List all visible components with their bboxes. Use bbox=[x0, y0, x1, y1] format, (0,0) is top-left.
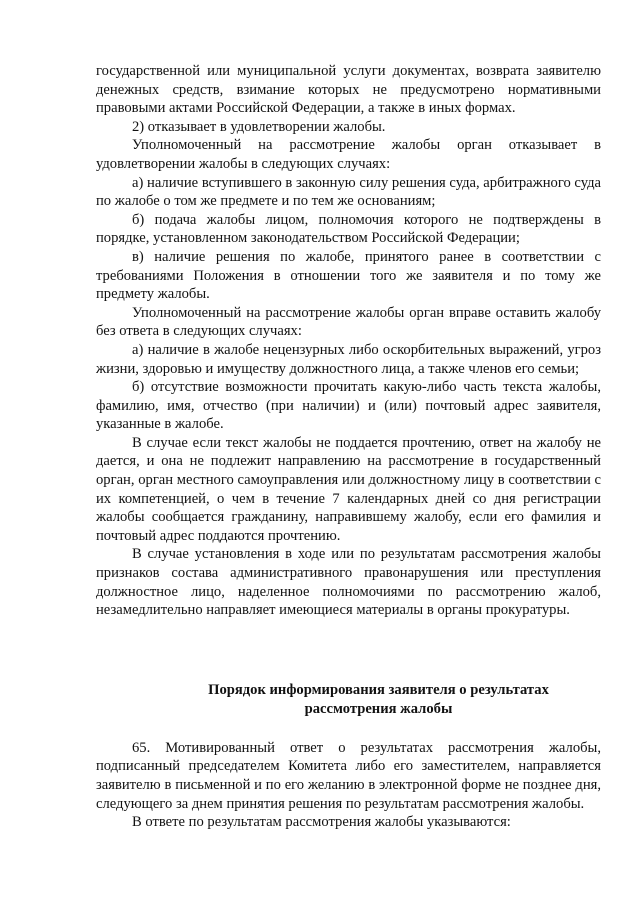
section-heading-line-1: Порядок информирования заявителя о результатах bbox=[208, 681, 549, 698]
paragraph-answer-contents: В ответе по результатам рассмотрения жалобы указываются: bbox=[132, 814, 511, 831]
document-page bbox=[96, 62, 601, 832]
section-heading-line-2: рассмотрения жалобы bbox=[304, 700, 453, 717]
heading-spacer bbox=[96, 719, 601, 739]
paragraph-item-v: в) наличие решения по жалобе, принятого ранее в соответствии с требованиями Положения в отношении того же заявителя и по тому же предмету жалобы. bbox=[96, 248, 601, 303]
paragraph-65: 65. Мотивированный ответ о результатах рассмотрения жалобы, подписанный председателем Комитета либо его заместителем, направляется заявителю в письменной и по его желанию в электронной форме не позднее дня, следующего за днем принятия решения по результатам рассмотрения жалобы. bbox=[96, 739, 601, 812]
paragraph-item-b: б) подача жалобы лицом, полномочия которого не подтверждены в порядке, установленном законодательством Российской Федерации; bbox=[96, 211, 601, 247]
paragraph-item-a: а) наличие вступившего в законную силу решения суда, арбитражного суда по жалобе о том же предмете и по тем же основаниям; bbox=[96, 174, 601, 210]
paragraph-item-a-obscene: а) наличие в жалобе нецензурных либо оскорбительных выражений, угроз жизни, здоровью и имуществу должностного лица, а также членов его семьи; bbox=[96, 341, 601, 377]
paragraph-continuation: государственной или муниципальной услуги документах, возврата заявителю денежных средств, взимание которых не предусмотрено нормативными правовыми актами Российской Федерации, а также в иных формах. bbox=[96, 63, 601, 117]
paragraph-unreadable-text: В случае если текст жалобы не поддается прочтению, ответ на жалобу не дается, и она не подлежит направлению на рассмотрение в государственный орган, орган местного самоуправления или должностному лицу в соответствии с их компетенцией, о чем в течение 7 календарных дней со дня регистрации жалобы сообщается гражданину, направившему жалобу, если его фамилия и почтовый адрес поддаются прочтению. bbox=[96, 434, 601, 544]
paragraph-refusal-cases: Уполномоченный на рассмотрение жалобы орган отказывает в удовлетворении жалобы в следующих случаях: bbox=[96, 137, 601, 172]
paragraph-prosecution: В случае установления в ходе или по результатам рассмотрения жалобы признаков состава административного правонарушения или преступления должностное лицо, наделенное полномочиями по рассмотрению жалоб, незамедлительно направляет имеющиеся материалы в органы прокуратуры. bbox=[96, 546, 601, 619]
paragraph-item-b-unreadable: б) отсутствие возможности прочитать какую-либо часть текста жалобы, фамилию, имя, отчество (при наличии) и (или) почтовый адрес заявителя, указанные в жалобе. bbox=[96, 379, 601, 433]
paragraph-refusal-item: 2) отказывает в удовлетворении жалобы. bbox=[132, 118, 386, 135]
section-spacer bbox=[96, 620, 601, 681]
paragraph-no-answer-cases: Уполномоченный на рассмотрение жалобы орган вправе оставить жалобу без ответа в следующих случаях: bbox=[96, 304, 601, 340]
